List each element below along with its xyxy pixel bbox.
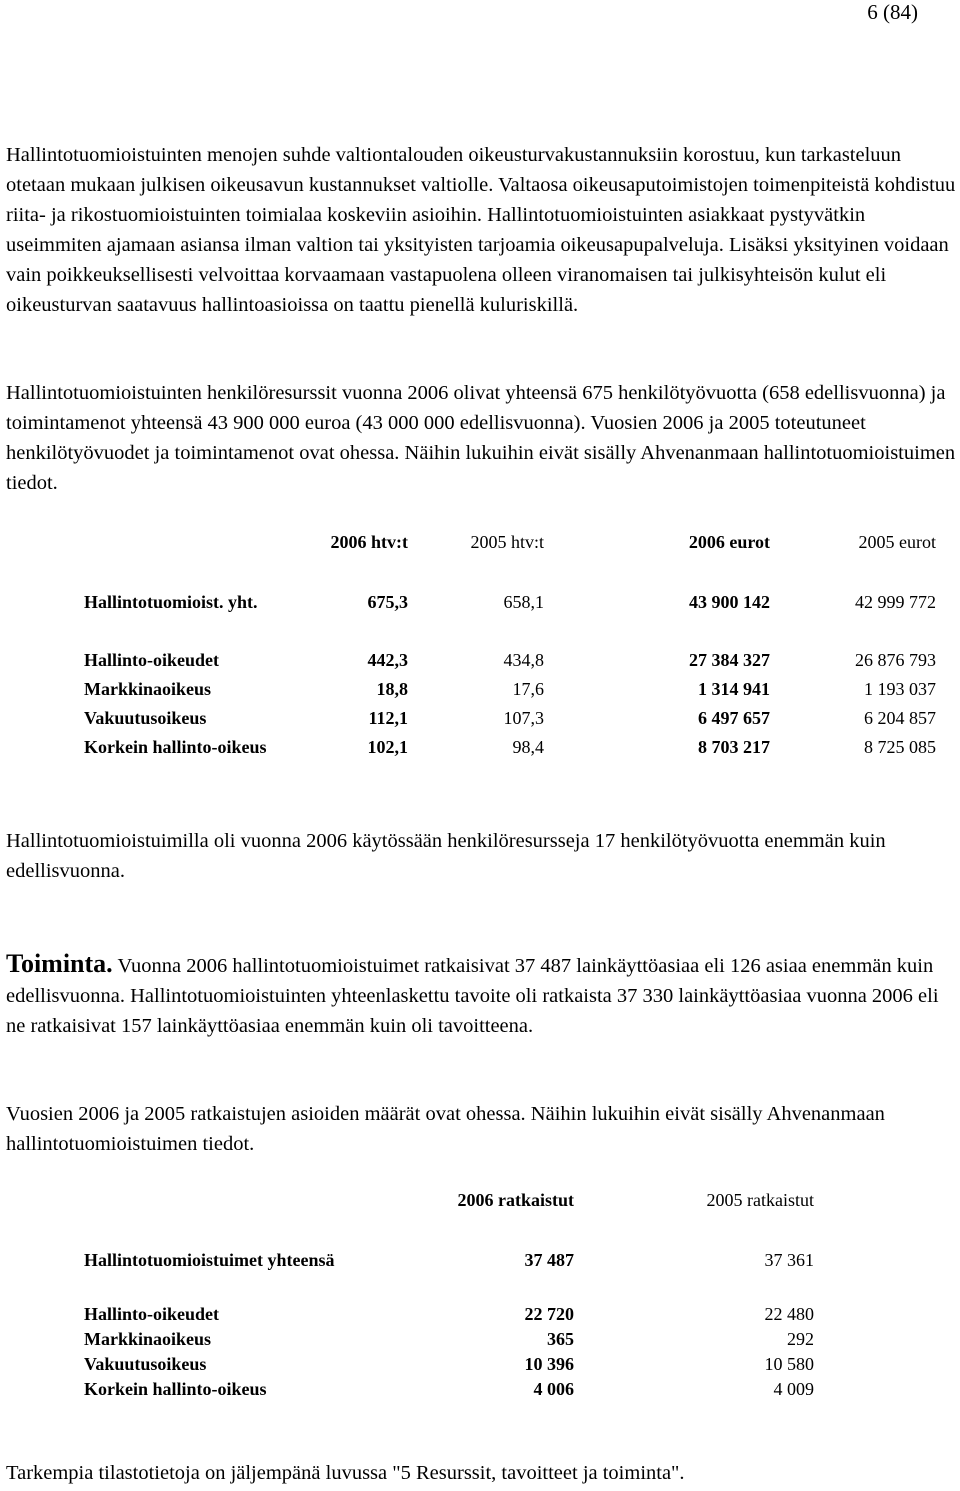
table1-header-2005-eurot: 2005 eurot — [858, 532, 936, 552]
table1-header-2006-htv: 2006 htv:t — [330, 532, 408, 552]
paragraph-personnel-increase: Hallintotuomioistuimilla oli vuonna 2006 käytössään henkilöresursseja 17 henkilötyövuotta enemmän kuin edellisvuonna. — [6, 830, 886, 882]
table1-cell: 8 725 085 — [864, 737, 936, 757]
table1-cell: 6 204 857 — [864, 708, 936, 728]
paragraph-decided-cases: Vuosien 2006 ja 2005 ratkaistujen asioiden määrät ovat ohessa. Näihin lukuihin eivät sisälly Ahvenanmaan hallintotuomioistuimen tiedot. — [6, 1103, 885, 1155]
paragraph-operations — [6, 949, 956, 1041]
table2-cell: 4 006 — [533, 1379, 574, 1399]
table2-row-label: Hallinto-oikeudet — [84, 1304, 220, 1324]
table2-cell: 10 396 — [524, 1354, 574, 1374]
paragraph-legal-aid-costs: Hallintotuomioistuinten menojen suhde valtiontalouden oikeusturvakustannuksiin korostuu, kun tarkasteluun otetaan mukaan julkisen oikeusavun kustannukset valtiolle. Valtaosa oikeusaputoimistojen toimenpiteistä kohdistuu riita- ja rikostuomioistuinten toimialaa koskeviin asioihin. Hallintotuomioistuinten asiakkaat pystyvätkin useimmiten ajamaan asiansa ilman valtion tai yksityisten tarjoamia oikeusapupalveluja. Lisäksi yksityinen voidaan vain poikkeuksellisesti velvoittaa korvaamaan vastapuolena olleen viranomaisen tai julkisyhteisön kulut eli oikeusturvan saatavuus hallintoasioissa on taattu pienellä kuluriskillä. — [6, 144, 956, 316]
table1-cell: 434,8 — [503, 650, 544, 670]
table1-cell: 6 497 657 — [698, 708, 770, 728]
table2-row-label: Markkinaoikeus — [84, 1329, 212, 1349]
table2-cell: 4 009 — [773, 1379, 814, 1399]
table1-cell: 98,4 — [512, 737, 544, 757]
paragraph-further-statistics: Tarkempia tilastotietoja on jäljempänä luvussa "5 Resurssit, tavoitteet ja toiminta". — [6, 1462, 685, 1484]
table1-cell: 442,3 — [367, 650, 408, 670]
table1-cell: 8 703 217 — [698, 737, 770, 757]
operations-text: Vuonna 2006 hallintotuomioistuimet ratkaisivat 37 487 lainkäyttöasiaa eli 126 asiaa enemmän kuin edellisvuonna. Hallintotuomioistuinten yhteenlaskettu tavoite oli ratkaista 37 330 lainkäyttöasiaa vuonna 2006 eli ne ratkaisivat 157 lainkäyttöasiaa enemmän kuin oli tavoitteena. — [6, 955, 939, 1037]
table2-header-2006: 2006 ratkaistut — [457, 1190, 574, 1210]
table1-cell: 27 384 327 — [689, 650, 770, 670]
table1-total-2005-eurot: 42 999 772 — [855, 592, 936, 612]
table1-cell: 112,1 — [368, 708, 408, 728]
table2-row-label: Korkein hallinto-oikeus — [84, 1379, 267, 1399]
table1-row-label: Markkinaoikeus — [84, 679, 212, 699]
table2-cell: 22 720 — [524, 1304, 574, 1324]
table1-row-label: Korkein hallinto-oikeus — [84, 737, 267, 757]
table1-row-label: Hallinto-oikeudet — [84, 650, 220, 670]
table1-cell: 1 314 941 — [698, 679, 770, 699]
table1-cell: 1 193 037 — [864, 679, 936, 699]
table2-cell: 22 480 — [764, 1304, 814, 1324]
table1-total-2006-htv: 675,3 — [367, 592, 408, 612]
table1-cell: 102,1 — [367, 737, 408, 757]
operations-heading: Toiminta. — [6, 949, 113, 978]
table2-cell: 292 — [787, 1329, 814, 1349]
table1-header-2006-eurot: 2006 eurot — [688, 532, 770, 552]
table1-header-2005-htv: 2005 htv:t — [470, 532, 544, 552]
table2-row-label: Vakuutusoikeus — [84, 1354, 207, 1374]
table2-header-2005: 2005 ratkaistut — [706, 1190, 814, 1210]
table1-cell: 107,3 — [503, 708, 544, 728]
table1-cell: 17,6 — [512, 679, 544, 699]
table2-cell: 365 — [547, 1329, 574, 1349]
table1-cell: 18,8 — [376, 679, 408, 699]
table1-cell: 26 876 793 — [855, 650, 936, 670]
table1-total-2005-htv: 658,1 — [503, 592, 544, 612]
table2-total-label: Hallintotuomioistuimet yhteensä — [84, 1250, 335, 1270]
table1-row-label: Vakuutusoikeus — [84, 708, 207, 728]
table1-total-label: Hallintotuomioist. yht. — [84, 592, 258, 612]
table1-total-2006-eurot: 43 900 142 — [689, 592, 770, 612]
paragraph-personnel-resources: Hallintotuomioistuinten henkilöresurssit vuonna 2006 olivat yhteensä 675 henkilötyövuotta (658 edellisvuonna) ja toimintamenot yhteensä 43 900 000 euroa (43 000 000 edellisvuonna). Vuosien 2006 ja 2005 toteutuneet henkilötyövuodet ja toimintamenot ovat ohessa. Näihin lukuihin eivät sisälly Ahvenanmaan hallintotuomioistuimen tiedot. — [6, 382, 956, 494]
table2-total-2006: 37 487 — [524, 1250, 574, 1270]
table2-total-2005: 37 361 — [764, 1250, 814, 1270]
page-number: 6 (84) — [867, 0, 918, 24]
table2-cell: 10 580 — [764, 1354, 814, 1374]
